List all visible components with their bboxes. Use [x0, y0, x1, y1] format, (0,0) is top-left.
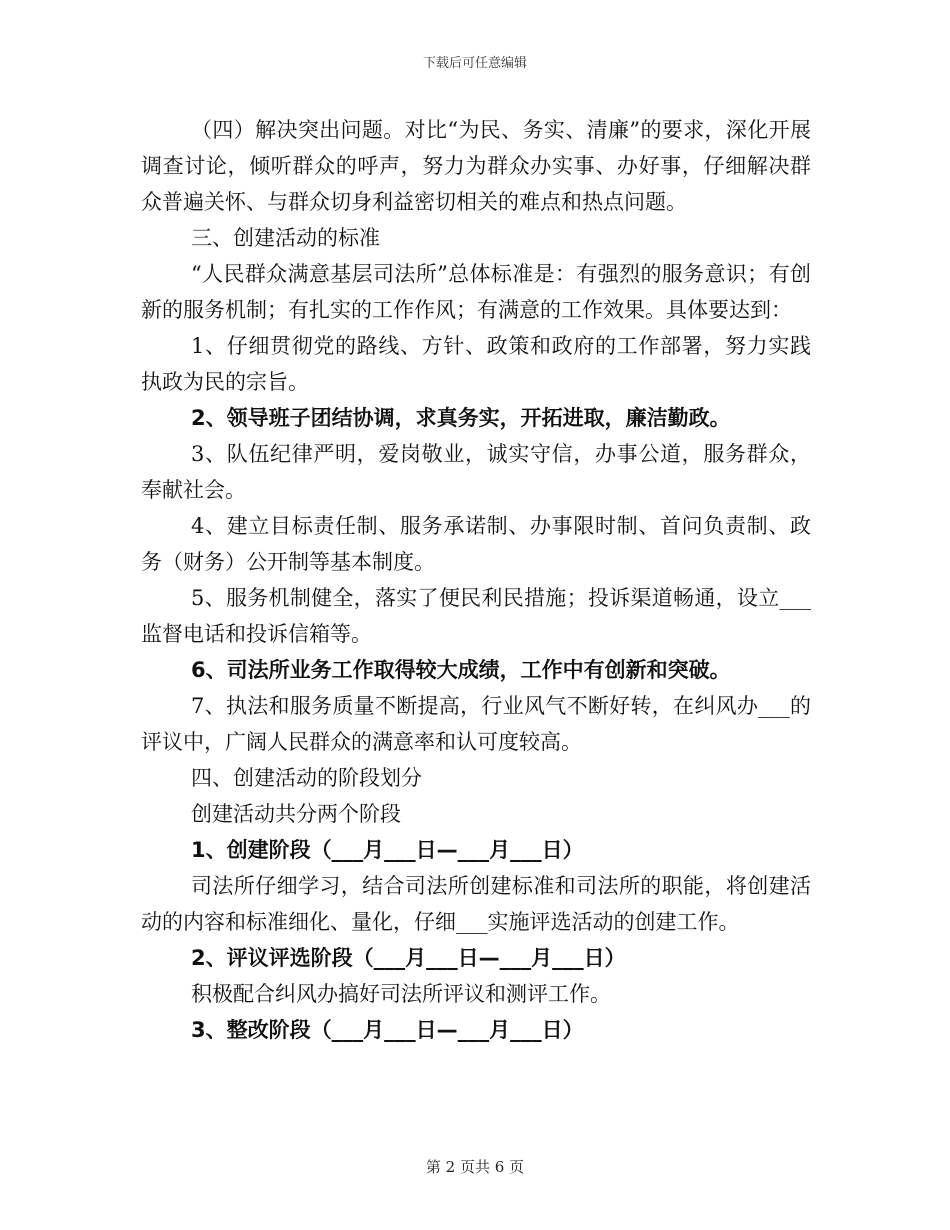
- standard-item-7: 7、执法和服务质量不断提高，行业风气不断好转，在纠风办___的评议中，广阔人民群众的满意率和认可度较高。: [141, 694, 811, 754]
- standard-item-1: 1、仔细贯彻党的路线、方针、政策和政府的工作部署，努力实践执政为民的宗旨。: [141, 334, 811, 394]
- standard-item-4: 4、建立目标责任制、服务承诺制、办事限时制、首问负责制、政务（财务）公开制等基本制度。: [141, 514, 811, 574]
- page-header: 下载后可任意编辑: [422, 56, 527, 71]
- phase-heading-3: 3、整改阶段（___月___日—___月___日）: [191, 1018, 584, 1042]
- page-footer: 第 2 页共 6 页: [425, 1158, 525, 1176]
- phase-heading-2: 2、评议评选阶段（___月___日—___月___日）: [191, 946, 626, 970]
- phase-heading-1: 1、创建阶段（___月___日—___月___日）: [191, 838, 584, 862]
- section-heading-standards: 三、创建活动的标准: [191, 226, 380, 250]
- standard-item-5: 5、服务机制健全，落实了便民利民措施；投诉渠道畅通，设立___监督电话和投诉信箱等。: [141, 586, 811, 646]
- phase-2-description: 积极配合纠风办搞好司法所评议和测评工作。: [191, 982, 611, 1006]
- paragraph-phase-intro: 创建活动共分两个阶段: [191, 802, 401, 826]
- standard-item-3: 3、队伍纪律严明，爱岗敬业，诚实守信，办事公道，服务群众，奉献社会。: [141, 442, 811, 502]
- standard-item-6: 6、司法所业务工作取得较大成绩，工作中有创新和突破。: [191, 658, 731, 682]
- phase-1-description: 司法所仔细学习，结合司法所创建标准和司法所的职能，将创建活动的内容和标准细化、量化，仔细___实施评选活动的创建工作。: [141, 874, 811, 934]
- standard-item-2: 2、领导班子团结协调，求真务实，开拓进取，廉洁勤政。: [191, 406, 731, 430]
- document-body: [141, 112, 811, 1048]
- section-heading-phases: 四、创建活动的阶段划分: [191, 766, 422, 790]
- paragraph-problem-solving: （四）解决突出问题。对比“为民、务实、清廉”的要求，深化开展调查讨论，倾听群众的呼声，努力为群众办实事、办好事，仔细解决群众普遍关怀、与群众切身利益密切相关的难点和热点问题。: [141, 118, 811, 214]
- paragraph-overall-standard: “人民群众满意基层司法所”总体标准是：有强烈的服务意识；有创新的服务机制；有扎实的工作作风；有满意的工作效果。具体要达到：: [141, 262, 811, 322]
